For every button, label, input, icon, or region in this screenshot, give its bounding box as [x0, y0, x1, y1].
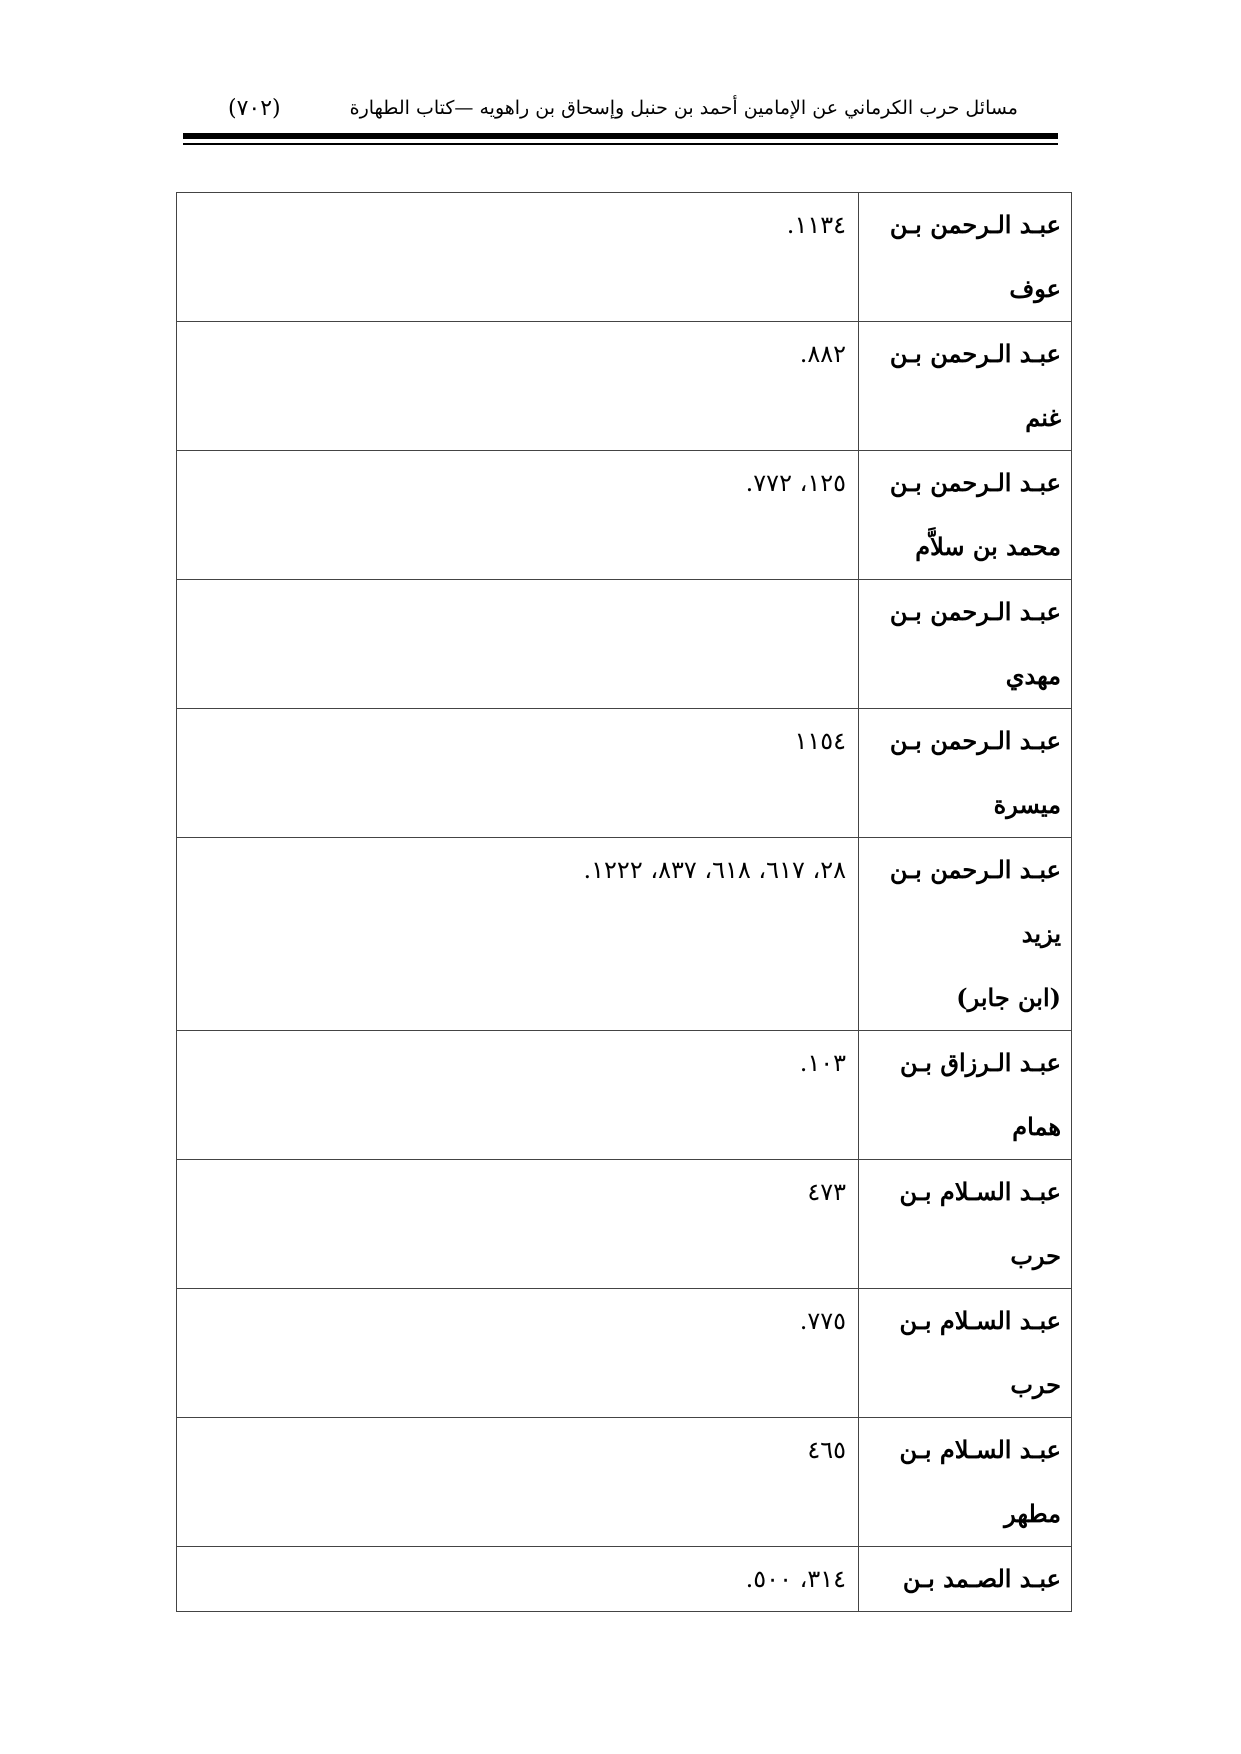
person-name-cell: [859, 709, 1072, 838]
person-name-cell: [859, 193, 1072, 322]
person-name-cell: [859, 451, 1072, 580]
index-row: [177, 451, 1072, 580]
header-rule-thick: [183, 133, 1058, 139]
references-cell: [177, 709, 859, 838]
index-row: [177, 1160, 1072, 1289]
references-cell: [177, 451, 859, 580]
references-cell: [177, 193, 859, 322]
person-name-line: عبـد الصـمد بـن: [902, 1564, 1061, 1593]
references-cell: [177, 838, 859, 1031]
reference-numbers: ٣١٤، ٥٠٠.: [745, 1565, 846, 1593]
person-name-line: ميسرة: [993, 790, 1061, 819]
person-name-line: عبـد الـرحمن بـن: [889, 855, 1061, 884]
reference-numbers: ٤٧٣: [807, 1178, 846, 1206]
person-name-line: عبـد الـرحمن بـن: [889, 597, 1061, 626]
person-name-line: همام: [1012, 1112, 1061, 1141]
reference-numbers: ١٠٣.: [799, 1049, 846, 1077]
header-title: مسائل حرب الكرماني عن الإمامين أحمد بن حنبل وإسحاق بن راهويه —كتاب الطهارة: [349, 97, 1018, 119]
person-name-line: عبـد الـرحمن بـن: [889, 210, 1061, 239]
person-name-line: مهدي: [1005, 661, 1061, 690]
references-cell: [177, 1289, 859, 1418]
person-name-line: حرب: [1010, 1241, 1061, 1270]
references-cell: [177, 1418, 859, 1547]
references-cell: [177, 1031, 859, 1160]
name-index-table: [176, 192, 1072, 1612]
index-row: [177, 838, 1072, 1031]
index-row: [177, 1418, 1072, 1547]
person-name-line: حرب: [1010, 1370, 1061, 1399]
index-row: [177, 1547, 1072, 1612]
person-name-cell: [859, 1289, 1072, 1418]
name-index-body: [177, 193, 1072, 1612]
reference-numbers: ١٢٥، ٧٧٢.: [745, 469, 846, 497]
person-name-cell: [859, 580, 1072, 709]
person-name-line: عبـد السـلام بـن: [899, 1306, 1061, 1335]
index-row: [177, 580, 1072, 709]
references-cell: [177, 322, 859, 451]
page-number: (٧٠٢): [228, 95, 281, 121]
reference-numbers: ٤٦٥: [807, 1436, 846, 1464]
person-name-line: غنم: [1025, 403, 1061, 432]
person-name-line: مطهر: [1004, 1499, 1061, 1528]
reference-numbers: ٢٨، ٦١٧، ٦١٨، ٨٣٧، ١٢٢٢.: [583, 856, 846, 884]
running-header: [228, 88, 1018, 128]
person-name-line: عبـد الـرحمن بـن: [889, 339, 1061, 368]
person-name-line: عوف: [1009, 274, 1061, 303]
reference-numbers: ٧٧٥.: [799, 1307, 846, 1335]
index-row: [177, 322, 1072, 451]
person-name-cell: [859, 838, 1072, 1031]
references-cell: [177, 580, 859, 709]
reference-numbers: ١١٣٤.: [786, 211, 846, 239]
index-row: [177, 709, 1072, 838]
person-name-line: عبـد السـلام بـن: [899, 1435, 1061, 1464]
reference-numbers: ١١٥٤: [794, 727, 846, 755]
person-name-line: عبـد الـرحمن بـن: [889, 726, 1061, 755]
reference-numbers: [177, 580, 846, 644]
reference-numbers: ٨٨٢.: [799, 340, 846, 368]
person-name-cell: [859, 1031, 1072, 1160]
index-row: [177, 193, 1072, 322]
references-cell: [177, 1160, 859, 1289]
person-name-line: (ابن جابر): [956, 983, 1061, 1012]
person-name-cell: [859, 322, 1072, 451]
person-name-line: عبـد الـرزاق بـن: [899, 1048, 1061, 1077]
person-name-cell: [859, 1418, 1072, 1547]
index-row: [177, 1031, 1072, 1160]
person-name-line: عبـد السـلام بـن: [899, 1177, 1061, 1206]
references-cell: [177, 1547, 859, 1612]
header-rule-thin: [183, 143, 1058, 145]
person-name-line: محمد بن سلاَّم: [915, 532, 1061, 561]
person-name-line: يزيد: [1021, 919, 1061, 948]
person-name-cell: [859, 1547, 1072, 1612]
index-row: [177, 1289, 1072, 1418]
person-name-line: عبـد الـرحمن بـن: [889, 468, 1061, 497]
person-name-cell: [859, 1160, 1072, 1289]
